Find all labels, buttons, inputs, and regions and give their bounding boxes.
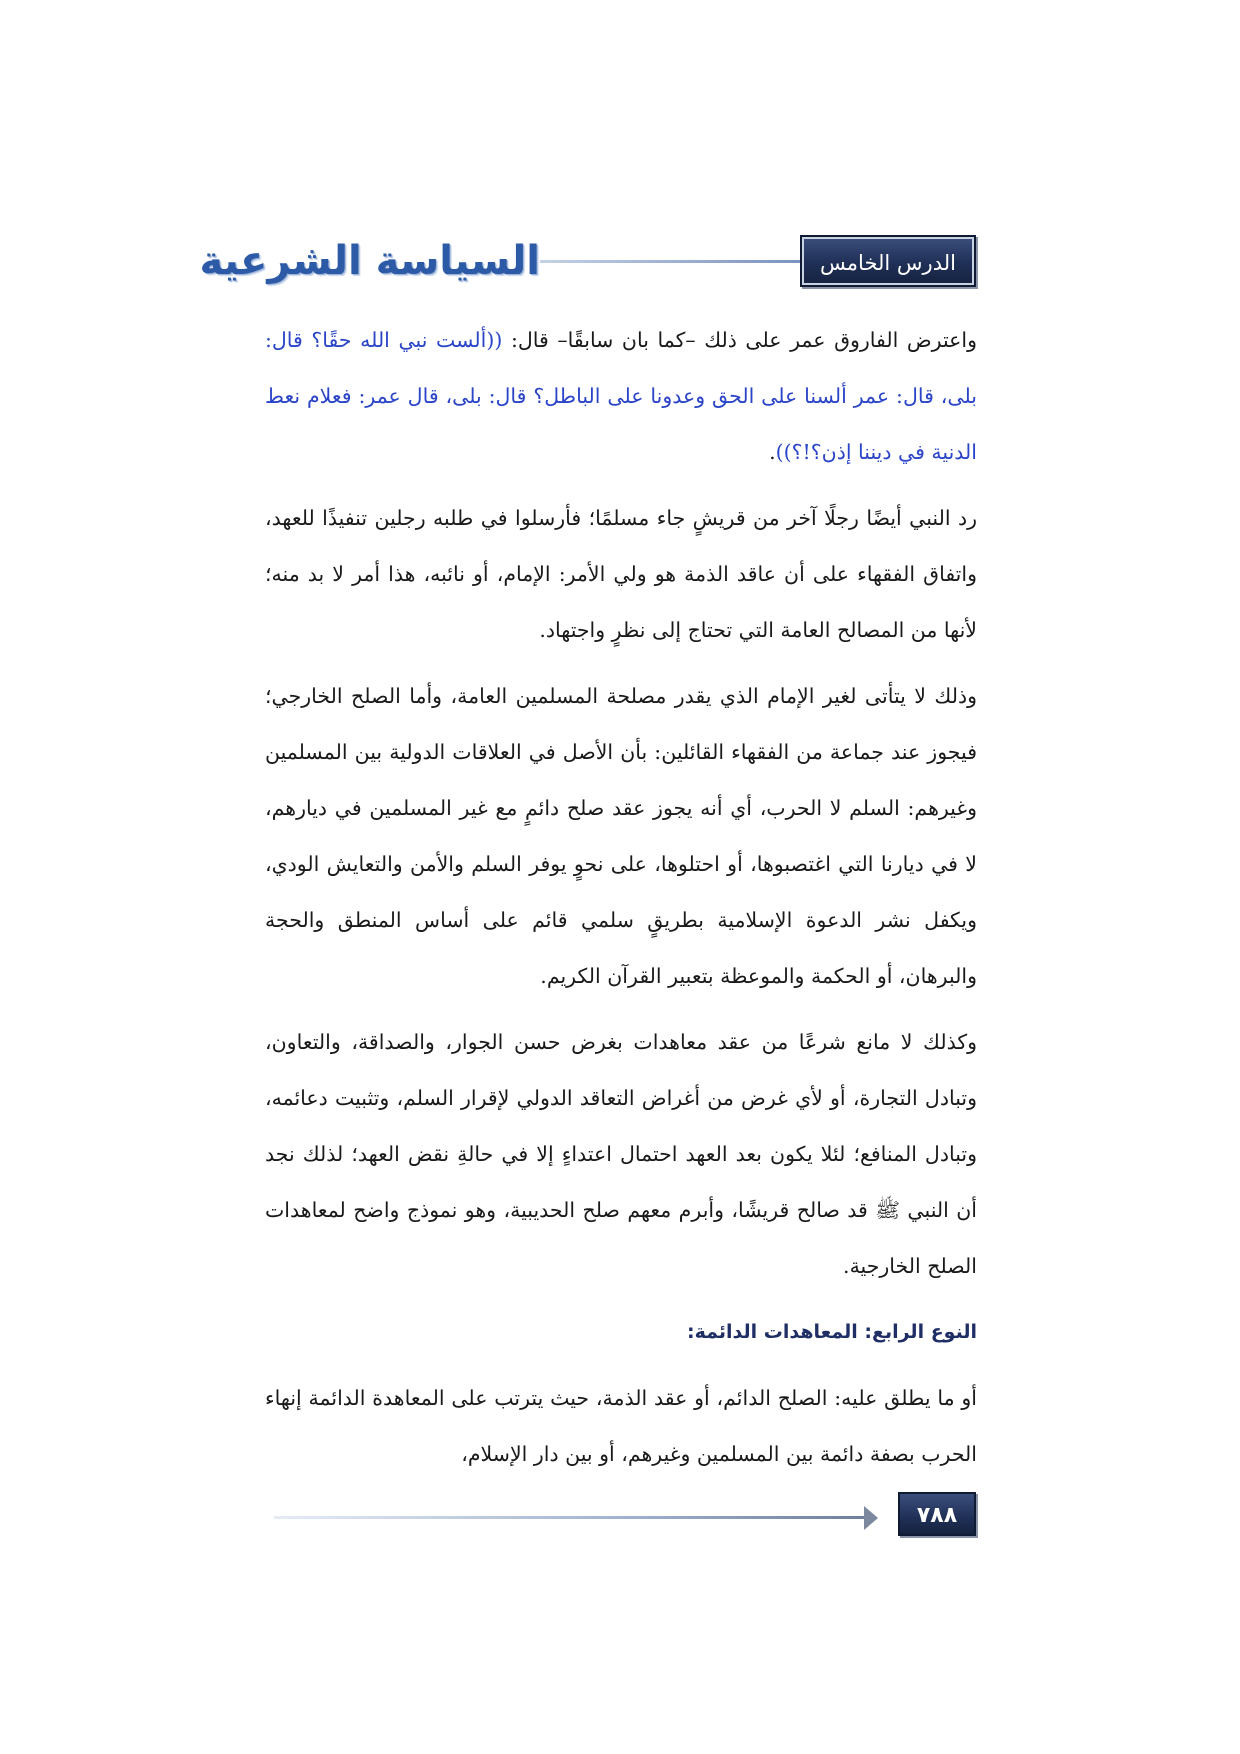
- paragraph-1-end: .: [769, 440, 776, 464]
- paragraph-1-lead: واعترض الفاروق عمر على ذلك –كما بان سابقًا– قال:: [502, 328, 978, 352]
- page-number: ٧٨٨: [898, 1492, 976, 1536]
- page-header: [199, 228, 976, 327]
- section-subheading: النوع الرابع: المعاهدات الدائمة:: [687, 1321, 977, 1343]
- paragraph-1: [265, 312, 977, 480]
- paragraph-2: رد النبي أيضًا رجلًا آخر من قريشٍ جاء مسلمًا؛ فأرسلوا في طلبه رجلين تنفيذًا للعهد، واتفاق الفقهاء على أن عاقد الذمة هو ولي الأمر: الإمام، أو نائبه، هذا أمر لا بد منه؛ لأنها من المصالح العامة التي تحتاج إلى نظرٍ واجتهاد.: [265, 506, 977, 642]
- page-body: [265, 312, 977, 1492]
- footer-wedge: [864, 1506, 878, 1530]
- paragraph-5: أو ما يطلق عليه: الصلح الدائم، أو عقد الذمة، حيث يترتب على المعاهدة الدائمة إنهاء الحرب بصفة دائمة بين المسلمين وغيرهم، أو بين دار الإسلام،: [265, 1386, 977, 1466]
- hadith-quote: ((ألست نبي الله حقًا؟ قال: بلى، قال: عمر ألسنا على الحق وعدونا على الباطل؟ قال: بلى، قال عمر: فعلام نعط الدنية في ديننا إذن؟!؟)): [265, 328, 977, 464]
- header-divider: [540, 260, 800, 263]
- lesson-badge: الدرس الخامس عشر: [800, 235, 976, 287]
- page-footer: [274, 1492, 976, 1542]
- book-title: السياسة الشرعية: [199, 238, 540, 284]
- paragraph-4: وكذلك لا مانع شرعًا من عقد معاهدات بغرض حسن الجوار، والصداقة، والتعاون، وتبادل التجارة، أو لأي غرض من أغراض التعاقد الدولي لإقرار السلم، وتثبيت دعائمه، وتبادل المنافع؛ لئلا يكون بعد العهد احتمال اعتداءٍ إلا في حالةِ نقض العهد؛ لذلك نجد أن النبي ﷺ قد صالح قريشًا، وأبرم معهم صلح الحديبية، وهو نموذج واضح لمعاهدات الصلح الخارجية.: [265, 1030, 977, 1278]
- footer-divider: [274, 1516, 874, 1519]
- paragraph-3: وذلك لا يتأتى لغير الإمام الذي يقدر مصلحة المسلمين العامة، وأما الصلح الخارجي؛ فيجوز عند جماعة من الفقهاء القائلين: بأن الأصل في العلاقات الدولية بين المسلمين وغيرهم: السلم لا الحرب، أي أنه يجوز عقد صلح دائمٍ مع غير المسلمين في ديارهم، لا في ديارنا التي اغتصبوها، أو احتلوها، على نحوٍ يوفر السلم والأمن والتعايش الودي، ويكفل نشر الدعوة الإسلامية بطريقٍ سلمي قائم على أساس المنطق والحجة والبرهان، أو الحكمة والموعظة بتعبير القرآن الكريم.: [265, 684, 977, 988]
